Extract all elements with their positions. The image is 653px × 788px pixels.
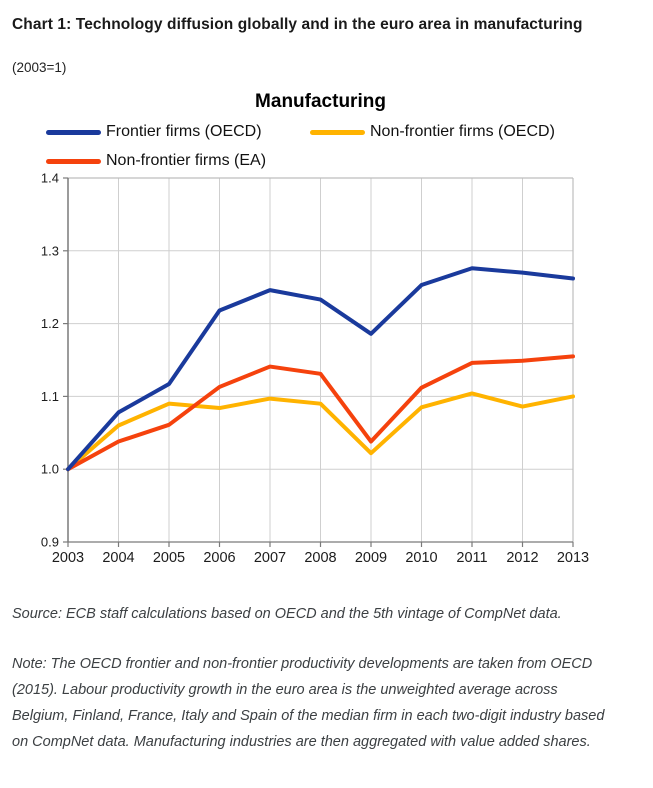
page-title: Chart 1: Technology diffusion globally and in the euro area in manufacturing	[12, 16, 583, 33]
legend-item-frontier-firms-oecd	[46, 123, 310, 141]
legend-label: Non-frontier firms (OECD)	[370, 123, 555, 140]
legend-label: Frontier firms (OECD)	[106, 123, 262, 140]
y-tick-label: 1.2	[40, 316, 59, 332]
x-tick-label: 2008	[304, 550, 337, 566]
footer	[12, 601, 641, 755]
chart-legend	[46, 123, 653, 170]
line-chart	[0, 172, 653, 570]
legend-swatch-non-frontier-firms-ea	[46, 159, 101, 164]
x-tick-label: 2007	[253, 550, 287, 566]
x-tick-label: 2012	[506, 550, 539, 566]
y-tick-label: 1.3	[40, 243, 59, 259]
chart-title: Manufacturing	[255, 91, 386, 112]
methodology-note: Note: The OECD frontier and non-frontier productivity developments are taken from OECD (2015). Labour productivity growth in the euro area is the unweighted average across Belgium, Finland, France, Italy and Spain of the median firm in each two-digit industry based on CompNet data. Manufacturing industries are then aggregated with value added shares.	[12, 656, 605, 750]
page	[0, 16, 653, 755]
x-tick-label: 2009	[354, 550, 388, 566]
x-tick-label: 2004	[102, 550, 135, 566]
x-tick-label: 2006	[203, 550, 236, 566]
x-tick-label: 2011	[456, 550, 488, 566]
legend-label: Non-frontier firms (EA)	[106, 152, 267, 169]
x-axis-labels	[52, 550, 589, 566]
legend-swatch-frontier-firms-oecd	[46, 130, 101, 135]
chart-block	[0, 91, 653, 575]
x-tick-label: 2005	[152, 550, 186, 566]
y-tick-label: 1.4	[40, 172, 59, 186]
y-tick-label: 0.9	[40, 534, 59, 550]
legend-item-non-frontier-firms-ea	[46, 152, 310, 170]
legend-swatch-non-frontier-firms-oecd	[310, 130, 365, 135]
y-tick-label: 1.1	[40, 388, 59, 404]
legend-item-non-frontier-firms-oecd	[310, 123, 650, 141]
y-tick-label: 1.0	[40, 461, 59, 477]
x-tick-label: 2013	[556, 550, 590, 566]
page-subtitle: (2003=1)	[12, 60, 67, 75]
y-axis-labels	[41, 172, 59, 550]
source-note: Source: ECB staff calculations based on OECD and the 5th vintage of CompNet data.	[12, 606, 562, 622]
x-tick-label: 2003	[51, 550, 85, 566]
x-tick-label: 2010	[405, 550, 438, 566]
